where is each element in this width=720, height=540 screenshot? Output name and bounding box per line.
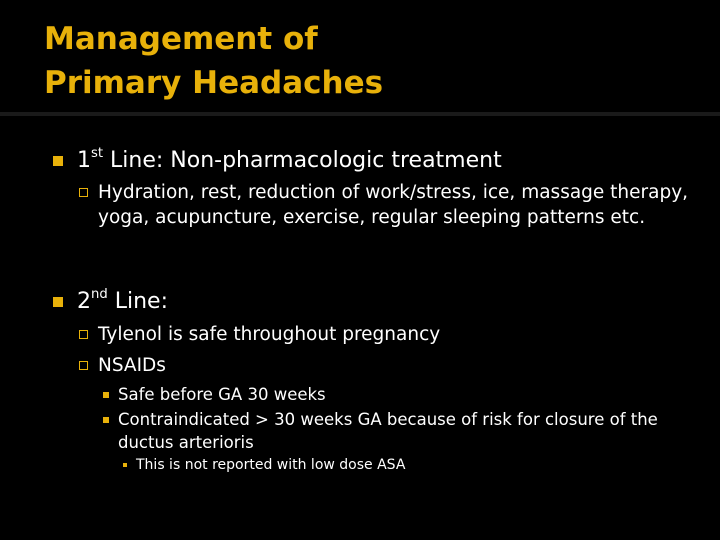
slide-body — [0, 116, 720, 540]
square-bullet-icon — [53, 297, 63, 307]
square-bullet-icon — [53, 156, 63, 166]
small-square-bullet-icon — [103, 417, 109, 423]
hollow-square-bullet-icon — [79, 188, 88, 197]
small-square-bullet-icon — [103, 392, 109, 398]
bullet-tylenol: Tylenol is safe throughout pregnancy — [98, 324, 441, 345]
title-band — [0, 0, 720, 112]
hollow-square-bullet-icon — [79, 361, 88, 370]
second-line-text: Line: — [107, 289, 168, 314]
bullet-contraindicated: Contraindicated > 30 weeks GA because of risk for closure of the ductus arterioris — [118, 410, 658, 452]
bullet-first-line — [77, 146, 502, 176]
bullet-second-line — [77, 287, 168, 317]
slide-title — [44, 17, 383, 105]
tiny-square-bullet-icon — [123, 463, 127, 467]
first-line-text: Line: Non-pharmacologic treatment — [103, 148, 502, 173]
bullet-safe-before-30wk: Safe before GA 30 weeks — [118, 385, 326, 404]
title-line-2: Primary Headaches — [44, 65, 384, 101]
title-line-1: Management of — [44, 21, 318, 57]
bullet-nonpharm-options: Hydration, rest, reduction of work/stress, ice, massage therapy, yoga, acupuncture, exercise, regular sleeping patterns etc. — [98, 182, 689, 228]
first-line-ordinal: st — [91, 146, 104, 162]
hollow-square-bullet-icon — [79, 330, 88, 339]
second-line-ordinal: nd — [91, 287, 108, 303]
second-line-number: 2 — [77, 289, 91, 314]
bullet-low-dose-asa: This is not reported with low dose ASA — [136, 457, 406, 473]
first-line-number: 1 — [77, 148, 91, 173]
bullet-nsaids: NSAIDs — [98, 355, 166, 376]
